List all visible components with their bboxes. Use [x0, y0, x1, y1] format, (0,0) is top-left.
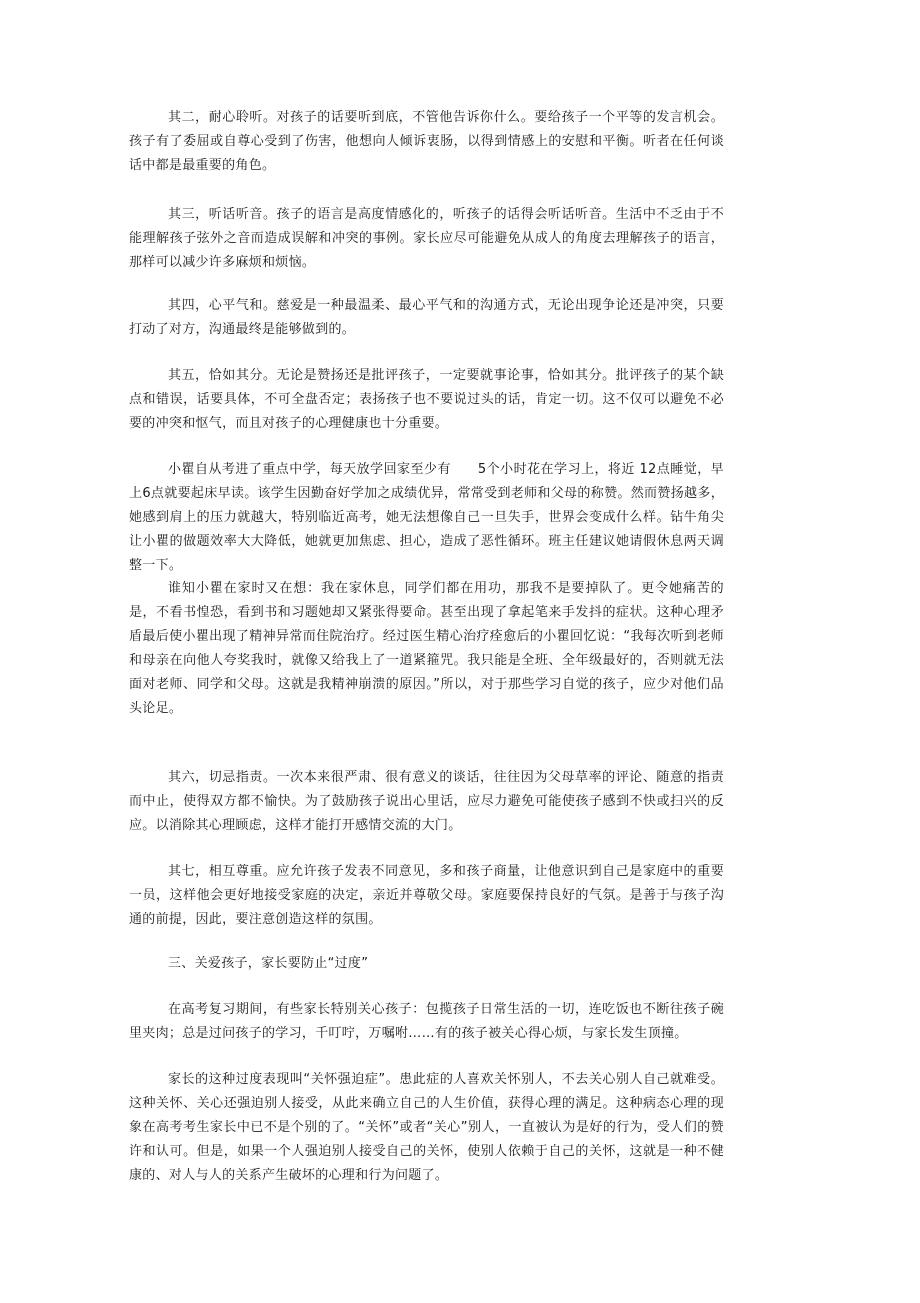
paragraph-care-compulsion: 家长的这种过度表现叫“关怀强迫症”。患此症的人喜欢关怀别人，不去关心别人自己就难受。这种关怀、关心还强迫别人接受，从此来确立自己的人生价值，获得心理的满足。这种病态心理的现象在高考考生家长中已不是个别的了。“关怀”或者“关心”别人，一直被认为是好的行为，受人们的赞许和认可。但是，如果一个人强迫别人接受自己的关怀，使别人依赖于自己的关怀，这就是一种不健康的、对人与人的关系产生破坏的心理和行为问题了。 [129, 1072, 724, 1183]
paragraph-case-xiaoqu-breakdown: 谁知小瞿在家时又在想：我在家休息，同学们都在用功，那我不是要掉队了。更令她痛苦的是，不看书惶恐，看到书和习题她却又紧张得要命。甚至出现了拿起笔来手发抖的症状。这种心理矛盾最后使小瞿出现了精神异常而住院治疗。经过医生精心治疗痊愈后的小瞿回忆说：“我每次听到老师和母亲在向他人夸奖我时，就像又给我上了一道紧箍咒。我只能是全班、全年级最好的，否则就无法面对老师、同学和父母。这就是我精神崩溃的原因。”所以，对于那些学习自觉的孩子，应少对他们品头论足。 [129, 581, 724, 716]
section-heading-avoid-excess: 三、关爱孩子，家长要防止“过度” [168, 956, 369, 971]
paragraph-case-xiaoqu-study: 小瞿自从考进了重点中学，每天放学回家至少有 5个小时花在学习上，将近 12点睡觉，早上6点就要起床早读。该学生因勤奋好学加之成绩优异，常常受到老师和父母的称赞。然而赞扬越多，她感到肩上的压力就越大，特别临近高考，她无法想像自己一旦失手，世界会变成什么样。钻牛角尖让小瞿的做题效率大大降低，她就更加焦虑、担心，造成了恶性循环。班主任建议她请假休息两天调整一下。 [129, 462, 724, 573]
paragraph-avoid-blame: 其六，切忌指责。一次本来很严肃、很有意义的谈话，往往因为父母草率的评论、随意的指责而中止，使得双方都不愉快。为了鼓励孩子说出心里话，应尽力避免可能使孩子感到不快或扫兴的反应。以消除其心理顾虑，这样才能打开感情交流的大门。 [129, 770, 724, 833]
paragraph-exam-review-care: 在高考复习期间，有些家长特别关心孩子：包揽孩子日常生活的一切，连吃饭也不断往孩子碗里夹肉；总是过问孩子的学习，千叮咛，万嘱咐……有的孩子被关心得心烦，与家长发生顶撞。 [129, 1002, 724, 1041]
paragraph-patient-listening: 其二，耐心聆听。对孩子的话要听到底，不管他告诉你什么。要给孩子一个平等的发言机会。孩子有了委屈或自尊心受到了伤害，他想向人倾诉衷肠，以得到情感上的安慰和平衡。听者在任何谈话中都是最重要的角色。 [129, 110, 724, 173]
paragraph-appropriate-measure: 其五，恰如其分。无论是赞扬还是批评孩子，一定要就事论事，恰如其分。批评孩子的某个缺点和错误，话要具体，不可全盘否定；表扬孩子也不要说过头的话，肯定一切。这不仅可以避免不必要的冲突和怄气，而且对孩子的心理健康也十分重要。 [129, 368, 724, 431]
paragraph-mutual-respect: 其七，相互尊重。应允许孩子发表不同意见，多和孩子商量，让他意识到自己是家庭中的重要一员，这样他会更好地接受家庭的决定，亲近并尊敬父母。家庭要保持良好的气氛。是善于与孩子沟通的前提，因此，要注意创造这样的氛围。 [129, 864, 724, 927]
paragraph-listen-between-lines: 其三，听话听音。孩子的语言是高度情感化的，听孩子的话得会听话听音。生活中不乏由于不能理解孩子弦外之音而造成误解和冲突的事例。家长应尽可能避免从成人的角度去理解孩子的语言，那样可以减少许多麻烦和烦恼。 [129, 207, 724, 270]
paragraph-calm-and-peaceful: 其四，心平气和。慈爱是一种最温柔、最心平气和的沟通方式，无论出现争论还是冲突，只要打动了对方，沟通最终是能够做到的。 [129, 298, 724, 337]
